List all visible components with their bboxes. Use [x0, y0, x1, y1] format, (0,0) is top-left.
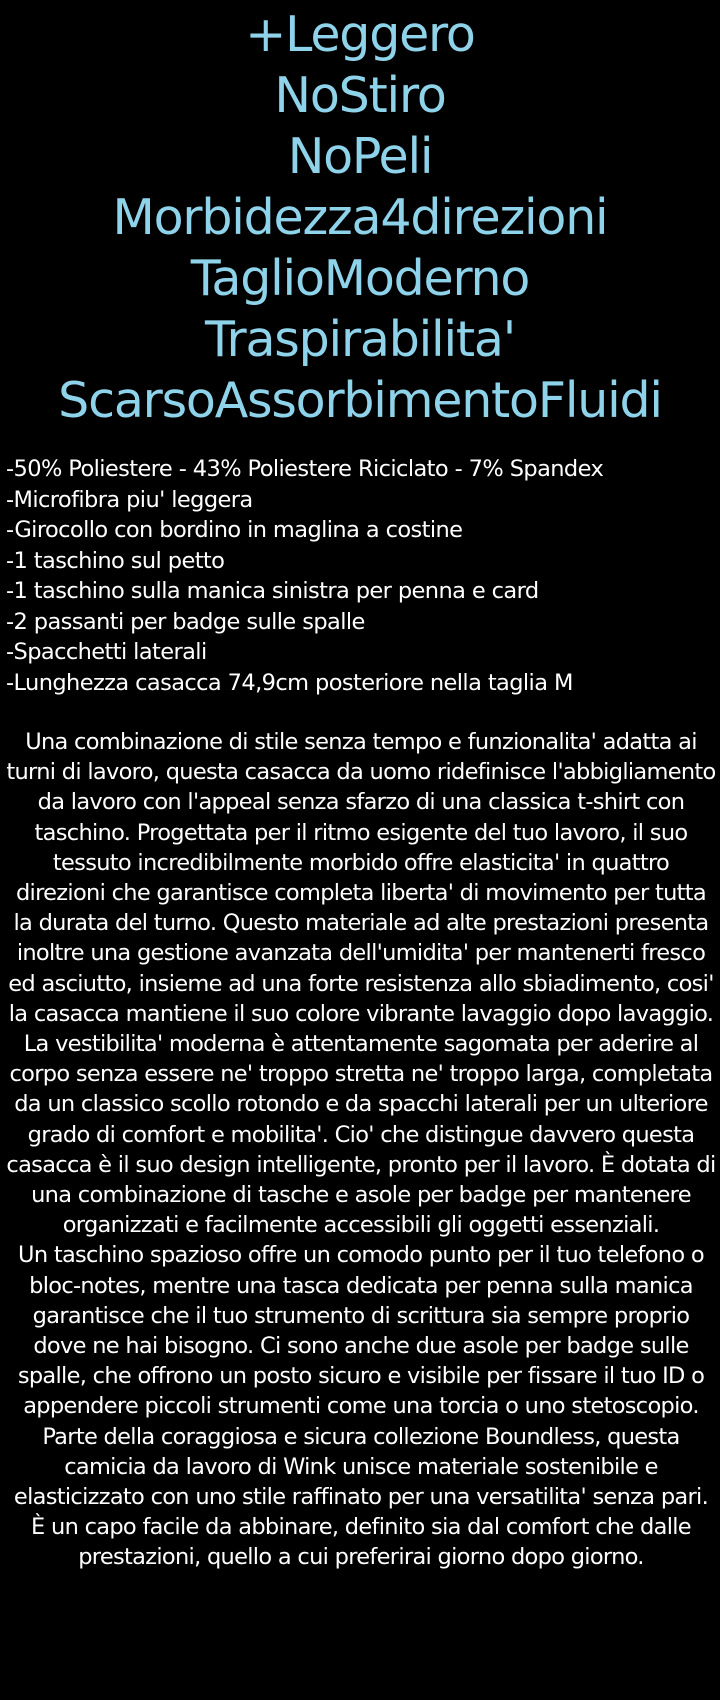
headline-leggero: +Leggero	[245, 6, 475, 63]
feature-item-taschino-manica: -1 taschino sulla manica sinistra per penna e card	[6, 578, 539, 604]
description-paragraph-1: Una combinazione di stile senza tempo e funzionalita' adatta ai turni di lavoro, questa casacca da uomo ridefinisce l'abbigliamento da lavoro con l'appeal senza sfarzo di una classica t-shirt con taschino. Progettata per il ritmo esigente del tuo lavoro, il suo tessuto incredibilmente morbido offre elasticita' in quattro direzioni che garantisce completa liberta' di movimento per tutta la durata del turno. Questo materiale ad alte prestazioni presenta inoltre una gestione avanzata dell'umidita' per mantenerti fresco ed asciutto, insieme ad una forte resistenza allo sbiadimento, cosi' la casacca mantiene il suo colore vibrante lavaggio dopo lavaggio. La vestibilita' moderna è attentamente sagomata per aderire al corpo senza essere ne' troppo stretta ne' troppo larga, completata da un classico scollo rotondo e da spacchi laterali per un ulteriore grado di comfort e mobilita'. Cio' che distingue davvero questa casacca è il suo design intelligente, pronto per il lavoro. È dotata di una combinazione di tasche e asole per badge per mantenere organizzati e facilmente accessibili gli oggetti essenziali.	[6, 729, 716, 1239]
feature-item-passanti-badge: -2 passanti per badge sulle spalle	[6, 608, 365, 635]
headline-traspirabilita: Traspirabilita'	[205, 311, 515, 368]
feature-item-composition: -50% Poliestere - 43% Poliestere Riciclato - 7% Spandex	[6, 456, 604, 482]
feature-item-lunghezza: -Lunghezza casacca 74,9cm posteriore nella taglia M	[6, 669, 573, 696]
feature-item-taschino-petto: -1 taschino sul petto	[6, 547, 225, 574]
feature-item-microfibra: -Microfibra piu' leggera	[6, 486, 253, 513]
feature-list	[6, 454, 718, 698]
headline-taglio-moderno: TaglioModerno	[190, 250, 530, 307]
description-paragraph-2: Un taschino spazioso offre un comodo punto per il tuo telefono o bloc-notes, mentre una tasca dedicata per penna sulla manica garantisce che il tuo strumento di scrittura sia sempre proprio dove ne hai bisogno. Ci sono anche due asole per badge sulle spalle, che offrono un posto sicuro e visibile per fissare il tuo ID o appendere piccoli strumenti come una torcia o uno stetoscopio. Parte della coraggiosa e sicura collezione Boundless, questa camicia da lavoro di Wink unisce materiale sostenibile e elasticizzato con uno stile raffinato per una versatilita' senza pari. È un capo facile da abbinare, definito sia dal comfort che dalle prestazioni, quello a cui preferirai giorno dopo giorno.	[13, 1242, 709, 1571]
product-description	[6, 727, 716, 1573]
headline-morbidezza: Morbidezza4direzioni	[112, 189, 608, 246]
headline-no-peli: NoPeli	[287, 128, 433, 185]
headline-scarso-assorbimento: ScarsoAssorbimentoFluidi	[58, 372, 662, 429]
headline-no-stiro: NoStiro	[274, 67, 446, 124]
headline-list	[0, 4, 720, 431]
feature-item-girocollo: -Girocollo con bordino in maglina a costine	[6, 517, 463, 543]
feature-item-spacchetti: -Spacchetti laterali	[6, 639, 207, 665]
